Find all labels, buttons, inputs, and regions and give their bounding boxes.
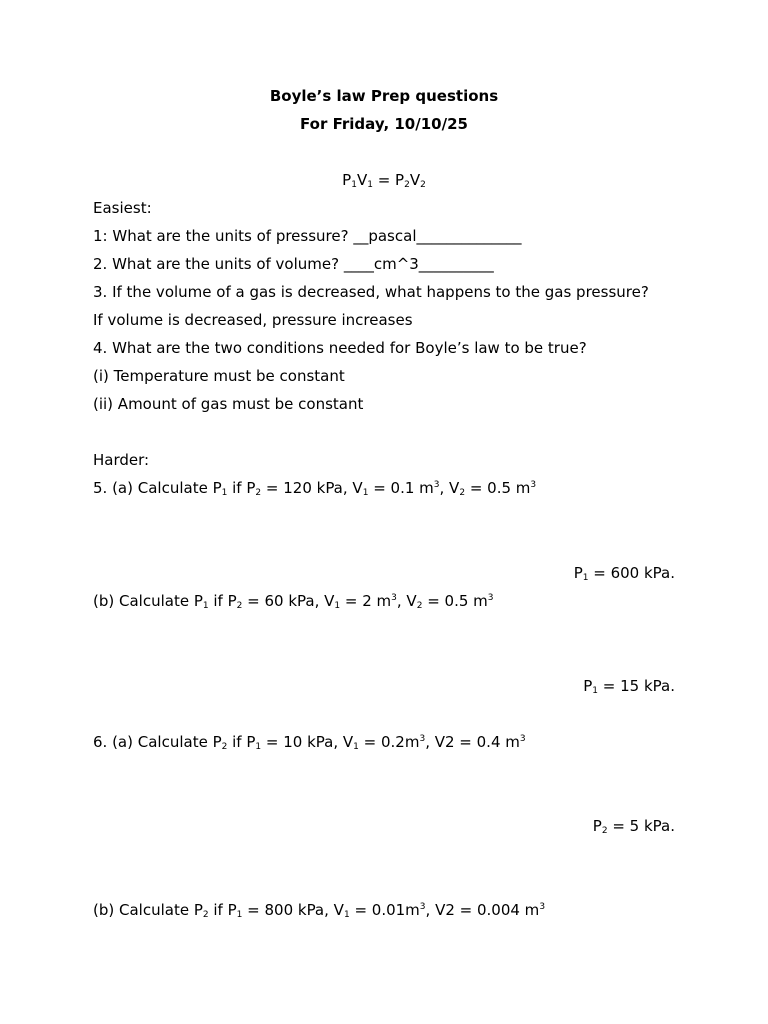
easiest-heading: Easiest:: [93, 199, 152, 217]
question-5a: 5. (a) Calculate $P_1$ if $P_2 = 120$ kPa, $V_1 = 0.1$ $m^3$, $V_2 = 0.5$ $m^3$: [93, 479, 537, 498]
boyles-law-formula: $P_1V_1 = P_2V_2$: [342, 171, 426, 190]
answer-5b: $P_1 = 15$ kPa.: [583, 677, 675, 696]
question-6b: (b) Calculate $P_2$ if $P_1 = 800$ kPa, $V_1 = 0.01m^3$, V2 = 0.004 $m^3$: [93, 901, 546, 920]
answer-5a: $P_1 = 600$ kPa.: [573, 564, 675, 583]
answer-3: If volume is decreased, pressure increases: [93, 311, 413, 329]
question-4: 4. What are the two conditions needed for Boyle’s law to be true?: [93, 339, 587, 357]
harder-heading: Harder:: [93, 451, 150, 469]
page-title: Boyle’s law Prep questions: [269, 87, 499, 105]
question-3: 3. If the volume of a gas is decreased, what happens to the gas pressure?: [93, 283, 649, 301]
answer-4-condition-2: (ii) Amount of gas must be constant: [93, 395, 364, 413]
answer-6a: $P_2 = 5$ kPa.: [592, 817, 675, 836]
question-2: 2. What are the units of volume? ____cm^3__________: [93, 255, 494, 273]
question-6a: 6. (a) Calculate $P_2$ if $P_1 = 10$ kPa, $V_1 = 0.2m^3$, V2 = 0.4 $m^3$: [93, 733, 526, 752]
question-1: 1: What are the units of pressure? __pascal______________: [93, 227, 522, 245]
answer-4-condition-1: (i) Temperature must be constant: [93, 367, 345, 385]
question-5b: (b) Calculate $P_1$ if $P_2 = 60$ kPa, $V_1 = 2$ $m^3$, $V_2 = 0.5$ $m^3$: [93, 592, 494, 611]
page-subtitle: For Friday, 10/10/25: [300, 115, 468, 133]
